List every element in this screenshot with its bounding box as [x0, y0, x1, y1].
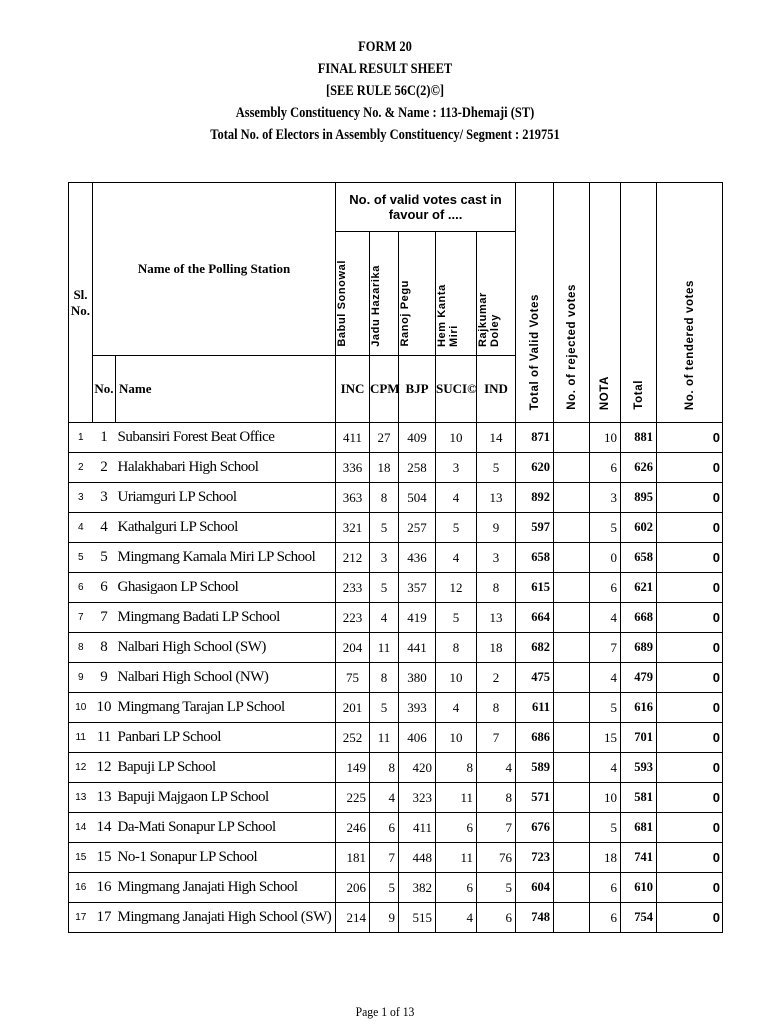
rejected-votes — [554, 693, 590, 723]
sl-number: 7 — [69, 603, 93, 633]
sl-number: 12 — [69, 753, 93, 783]
tendered-votes: 0 — [657, 693, 723, 723]
page-number: Page 1 of 13 — [355, 1004, 415, 1019]
vote-count: 6 — [436, 873, 477, 903]
polling-station-label: Name of the Polling Station — [137, 261, 291, 276]
candidate-name-cell — [399, 232, 436, 356]
vote-count: 411 — [399, 813, 436, 843]
rejected-votes — [554, 513, 590, 543]
nota-header — [590, 183, 621, 423]
vote-count: 11 — [370, 633, 399, 663]
total-header — [621, 183, 657, 423]
candidate-name: Babul Sonowal — [336, 260, 349, 347]
vote-count: 515 — [399, 903, 436, 933]
candidate-name: Rajkumar Doley — [477, 292, 502, 347]
station-name: Bapuji LP School — [116, 753, 336, 783]
nota-votes: 4 — [590, 603, 621, 633]
vote-count: 3 — [477, 543, 516, 573]
vote-count: 149 — [336, 753, 370, 783]
rejected-votes — [554, 783, 590, 813]
name-header: Name — [116, 356, 336, 423]
candidate-name-cell — [477, 232, 516, 356]
vote-count: 7 — [477, 723, 516, 753]
sl-number: 8 — [69, 633, 93, 663]
nota-votes: 6 — [590, 903, 621, 933]
vote-count: 12 — [436, 573, 477, 603]
vote-count: 10 — [436, 723, 477, 753]
total-votes: 701 — [621, 723, 657, 753]
vote-count: 252 — [336, 723, 370, 753]
form-number: FORM 20 — [358, 39, 412, 55]
vote-count: 321 — [336, 513, 370, 543]
vote-count: 13 — [477, 603, 516, 633]
station-number: 8 — [93, 633, 116, 663]
vote-count: 436 — [399, 543, 436, 573]
total-valid-label: Total of Valid Votes — [528, 293, 541, 410]
rejected-votes — [554, 423, 590, 453]
vote-count: 4 — [436, 483, 477, 513]
vote-count: 406 — [399, 723, 436, 753]
party-label: BJP — [399, 356, 436, 423]
vote-count: 5 — [477, 453, 516, 483]
station-name: Nalbari High School (SW) — [116, 633, 336, 663]
sl-number: 15 — [69, 843, 93, 873]
vote-count: 3 — [370, 543, 399, 573]
station-name: Mingmang Janajati High School — [116, 873, 336, 903]
sl-number: 16 — [69, 873, 93, 903]
total-valid-votes: 597 — [516, 513, 554, 543]
total-votes: 593 — [621, 753, 657, 783]
party-label: CPM — [370, 356, 399, 423]
sl-number: 4 — [69, 513, 93, 543]
station-number: 16 — [93, 873, 116, 903]
total-valid-votes: 723 — [516, 843, 554, 873]
vote-count: 9 — [477, 513, 516, 543]
constituency-name: Assembly Constituency No. & Name : 113-Dhemaji (ST) — [235, 105, 535, 121]
table-row — [69, 813, 723, 843]
rejected-votes — [554, 903, 590, 933]
vote-count: 2 — [477, 663, 516, 693]
rejected-votes — [554, 843, 590, 873]
result-table — [68, 182, 723, 933]
total-votes: 754 — [621, 903, 657, 933]
total-valid-votes: 676 — [516, 813, 554, 843]
vote-count: 6 — [477, 903, 516, 933]
station-number: 15 — [93, 843, 116, 873]
total-valid-votes: 686 — [516, 723, 554, 753]
nota-votes: 6 — [590, 573, 621, 603]
total-valid-votes: 748 — [516, 903, 554, 933]
nota-votes: 7 — [590, 633, 621, 663]
station-name: Halakhabari High School — [116, 453, 336, 483]
rejected-votes — [554, 603, 590, 633]
sl-number: 11 — [69, 723, 93, 753]
result-rows — [69, 423, 723, 933]
vote-count: 76 — [477, 843, 516, 873]
vote-count: 448 — [399, 843, 436, 873]
vote-count: 5 — [436, 603, 477, 633]
nota-votes: 3 — [590, 483, 621, 513]
sl-number: 5 — [69, 543, 93, 573]
vote-count: 214 — [336, 903, 370, 933]
nota-votes: 0 — [590, 543, 621, 573]
tendered-votes: 0 — [657, 573, 723, 603]
station-number: 4 — [93, 513, 116, 543]
total-valid-votes: 615 — [516, 573, 554, 603]
vote-count: 380 — [399, 663, 436, 693]
vote-count: 336 — [336, 453, 370, 483]
vote-count: 9 — [370, 903, 399, 933]
tendered-votes: 0 — [657, 513, 723, 543]
sl-number: 3 — [69, 483, 93, 513]
station-name: Nalbari High School (NW) — [116, 663, 336, 693]
vote-count: 5 — [477, 873, 516, 903]
total-valid-votes: 871 — [516, 423, 554, 453]
vote-count: 5 — [436, 513, 477, 543]
vote-count: 8 — [370, 753, 399, 783]
vote-count: 8 — [477, 573, 516, 603]
header-row-top — [69, 183, 723, 232]
vote-count: 223 — [336, 603, 370, 633]
vote-count: 8 — [436, 633, 477, 663]
tendered-votes: 0 — [657, 453, 723, 483]
station-name: Bapuji Majgaon LP School — [116, 783, 336, 813]
form-header — [0, 36, 770, 146]
nota-votes: 5 — [590, 813, 621, 843]
vote-count: 504 — [399, 483, 436, 513]
rejected-label: No. of rejected votes — [565, 284, 578, 410]
station-name: Da-Mati Sonapur LP School — [116, 813, 336, 843]
table-row — [69, 453, 723, 483]
tendered-votes: 0 — [657, 483, 723, 513]
total-votes: 681 — [621, 813, 657, 843]
station-number: 6 — [93, 573, 116, 603]
vote-count: 212 — [336, 543, 370, 573]
vote-count: 204 — [336, 633, 370, 663]
rejected-votes — [554, 453, 590, 483]
sl-number: 1 — [69, 423, 93, 453]
sheet-title: FINAL RESULT SHEET — [317, 61, 453, 77]
station-number: 2 — [93, 453, 116, 483]
vote-count: 27 — [370, 423, 399, 453]
vote-count: 257 — [399, 513, 436, 543]
total-votes: 895 — [621, 483, 657, 513]
candidate-name-cell — [370, 232, 399, 356]
table-row — [69, 633, 723, 663]
tendered-votes: 0 — [657, 603, 723, 633]
vote-count: 13 — [477, 483, 516, 513]
sl-number: 2 — [69, 453, 93, 483]
tendered-votes: 0 — [657, 783, 723, 813]
vote-count: 11 — [370, 723, 399, 753]
polling-station-header — [93, 183, 336, 356]
total-valid-votes: 664 — [516, 603, 554, 633]
vote-count: 233 — [336, 573, 370, 603]
rejected-votes — [554, 543, 590, 573]
total-valid-votes: 658 — [516, 543, 554, 573]
vote-count: 11 — [436, 783, 477, 813]
vote-count: 8 — [370, 663, 399, 693]
nota-votes: 5 — [590, 513, 621, 543]
tendered-votes: 0 — [657, 633, 723, 663]
tendered-votes: 0 — [657, 873, 723, 903]
vote-count: 206 — [336, 873, 370, 903]
station-number: 3 — [93, 483, 116, 513]
sl-number: 17 — [69, 903, 93, 933]
total-label: Total — [632, 380, 645, 410]
total-valid-votes: 611 — [516, 693, 554, 723]
electors-total: Total No. of Electors in Assembly Constituency/ Segment : 219751 — [210, 127, 560, 143]
table-row — [69, 663, 723, 693]
tendered-votes: 0 — [657, 813, 723, 843]
station-name: Panbari LP School — [116, 723, 336, 753]
no-header: No. — [93, 356, 116, 423]
vote-count: 10 — [436, 423, 477, 453]
table-row — [69, 843, 723, 873]
total-votes: 479 — [621, 663, 657, 693]
station-number: 9 — [93, 663, 116, 693]
station-name: Mingmang Janajati High School (SW) — [116, 903, 336, 933]
vote-count: 8 — [370, 483, 399, 513]
station-number: 14 — [93, 813, 116, 843]
vote-count: 5 — [370, 693, 399, 723]
candidate-name: Ranoj Pegu — [399, 280, 412, 347]
tendered-label: No. of tendered votes — [683, 279, 696, 410]
vote-count: 8 — [436, 753, 477, 783]
rejected-votes — [554, 723, 590, 753]
vote-count: 419 — [399, 603, 436, 633]
table-row — [69, 573, 723, 603]
vote-count: 420 — [399, 753, 436, 783]
vote-count: 441 — [399, 633, 436, 663]
table-row — [69, 753, 723, 783]
vote-count: 4 — [436, 543, 477, 573]
station-name: Kathalguri LP School — [116, 513, 336, 543]
vote-count: 382 — [399, 873, 436, 903]
vote-count: 5 — [370, 513, 399, 543]
vote-count: 4 — [436, 693, 477, 723]
table-row — [69, 873, 723, 903]
total-valid-votes: 682 — [516, 633, 554, 663]
total-votes: 621 — [621, 573, 657, 603]
tendered-header — [657, 183, 723, 423]
rejected-votes — [554, 663, 590, 693]
station-name: Ghasigaon LP School — [116, 573, 336, 603]
vote-count: 258 — [399, 453, 436, 483]
total-valid-votes: 620 — [516, 453, 554, 483]
vote-count: 6 — [370, 813, 399, 843]
total-votes: 602 — [621, 513, 657, 543]
party-label: INC — [336, 356, 370, 423]
vote-count: 225 — [336, 783, 370, 813]
tendered-votes: 0 — [657, 843, 723, 873]
vote-count: 181 — [336, 843, 370, 873]
vote-count: 3 — [436, 453, 477, 483]
table-row — [69, 603, 723, 633]
vote-count: 393 — [399, 693, 436, 723]
total-votes: 581 — [621, 783, 657, 813]
vote-count: 5 — [370, 873, 399, 903]
candidate-name: Jadu Hazarika — [370, 265, 383, 347]
sl-number: 13 — [69, 783, 93, 813]
vote-count: 363 — [336, 483, 370, 513]
nota-votes: 4 — [590, 753, 621, 783]
tendered-votes: 0 — [657, 753, 723, 783]
vote-count: 4 — [477, 753, 516, 783]
table-row — [69, 483, 723, 513]
station-number: 11 — [93, 723, 116, 753]
tendered-votes: 0 — [657, 903, 723, 933]
vote-count: 8 — [477, 693, 516, 723]
tendered-votes: 0 — [657, 423, 723, 453]
rejected-votes — [554, 633, 590, 663]
rejected-votes — [554, 873, 590, 903]
total-votes: 668 — [621, 603, 657, 633]
vote-count: 246 — [336, 813, 370, 843]
nota-votes: 6 — [590, 453, 621, 483]
vote-count: 6 — [436, 813, 477, 843]
table-row — [69, 543, 723, 573]
sl-number: 14 — [69, 813, 93, 843]
rejected-votes — [554, 483, 590, 513]
station-name: Uriamguri LP School — [116, 483, 336, 513]
station-name: Mingmang Kamala Miri LP School — [116, 543, 336, 573]
station-number: 17 — [93, 903, 116, 933]
table-row — [69, 903, 723, 933]
vote-count: 7 — [477, 813, 516, 843]
rule-reference: [SEE RULE 56C(2)©] — [325, 83, 445, 99]
total-votes: 616 — [621, 693, 657, 723]
vote-count: 201 — [336, 693, 370, 723]
nota-label: NOTA — [599, 375, 612, 410]
station-number: 13 — [93, 783, 116, 813]
valid-votes-header: No. of valid votes cast in favour of .... — [336, 183, 516, 232]
nota-votes: 15 — [590, 723, 621, 753]
total-votes: 741 — [621, 843, 657, 873]
station-number: 5 — [93, 543, 116, 573]
nota-votes: 5 — [590, 693, 621, 723]
sl-number: 9 — [69, 663, 93, 693]
total-valid-header — [516, 183, 554, 423]
table-row — [69, 783, 723, 813]
vote-count: 409 — [399, 423, 436, 453]
total-votes: 689 — [621, 633, 657, 663]
nota-votes: 10 — [590, 423, 621, 453]
vote-count: 357 — [399, 573, 436, 603]
vote-count: 4 — [436, 903, 477, 933]
station-number: 7 — [93, 603, 116, 633]
total-votes: 610 — [621, 873, 657, 903]
station-name: Subansiri Forest Beat Office — [116, 423, 336, 453]
vote-count: 8 — [477, 783, 516, 813]
vote-count: 5 — [370, 573, 399, 603]
candidate-name: Hem Kanta Miri — [436, 284, 461, 347]
candidate-name-cell — [436, 232, 477, 356]
nota-votes: 18 — [590, 843, 621, 873]
rejected-header — [554, 183, 590, 423]
vote-count: 18 — [477, 633, 516, 663]
vote-count: 4 — [370, 783, 399, 813]
party-label: SUCI© — [436, 356, 477, 423]
table-row — [69, 513, 723, 543]
sl-no-label: Sl. No. — [70, 286, 91, 318]
vote-count: 411 — [336, 423, 370, 453]
vote-count: 11 — [436, 843, 477, 873]
vote-count: 4 — [370, 603, 399, 633]
total-valid-votes: 589 — [516, 753, 554, 783]
table-row — [69, 423, 723, 453]
total-votes: 881 — [621, 423, 657, 453]
station-name: Mingmang Tarajan LP School — [116, 693, 336, 723]
vote-count: 323 — [399, 783, 436, 813]
sl-no-header — [69, 183, 93, 423]
total-valid-votes: 604 — [516, 873, 554, 903]
tendered-votes: 0 — [657, 543, 723, 573]
station-name: No-1 Sonapur LP School — [116, 843, 336, 873]
vote-count: 10 — [436, 663, 477, 693]
total-valid-votes: 892 — [516, 483, 554, 513]
candidate-name-cell — [336, 232, 370, 356]
station-number: 1 — [93, 423, 116, 453]
vote-count: 75 — [336, 663, 370, 693]
total-votes: 626 — [621, 453, 657, 483]
total-valid-votes: 571 — [516, 783, 554, 813]
rejected-votes — [554, 753, 590, 783]
tendered-votes: 0 — [657, 723, 723, 753]
table-row — [69, 693, 723, 723]
nota-votes: 6 — [590, 873, 621, 903]
party-label: IND — [477, 356, 516, 423]
station-number: 12 — [93, 753, 116, 783]
nota-votes: 10 — [590, 783, 621, 813]
tendered-votes: 0 — [657, 663, 723, 693]
vote-count: 14 — [477, 423, 516, 453]
station-name: Mingmang Badati LP School — [116, 603, 336, 633]
station-number: 10 — [93, 693, 116, 723]
vote-count: 7 — [370, 843, 399, 873]
vote-count: 18 — [370, 453, 399, 483]
rejected-votes — [554, 573, 590, 603]
sl-number: 6 — [69, 573, 93, 603]
sl-number: 10 — [69, 693, 93, 723]
total-votes: 658 — [621, 543, 657, 573]
rejected-votes — [554, 813, 590, 843]
table-row — [69, 723, 723, 753]
total-valid-votes: 475 — [516, 663, 554, 693]
nota-votes: 4 — [590, 663, 621, 693]
